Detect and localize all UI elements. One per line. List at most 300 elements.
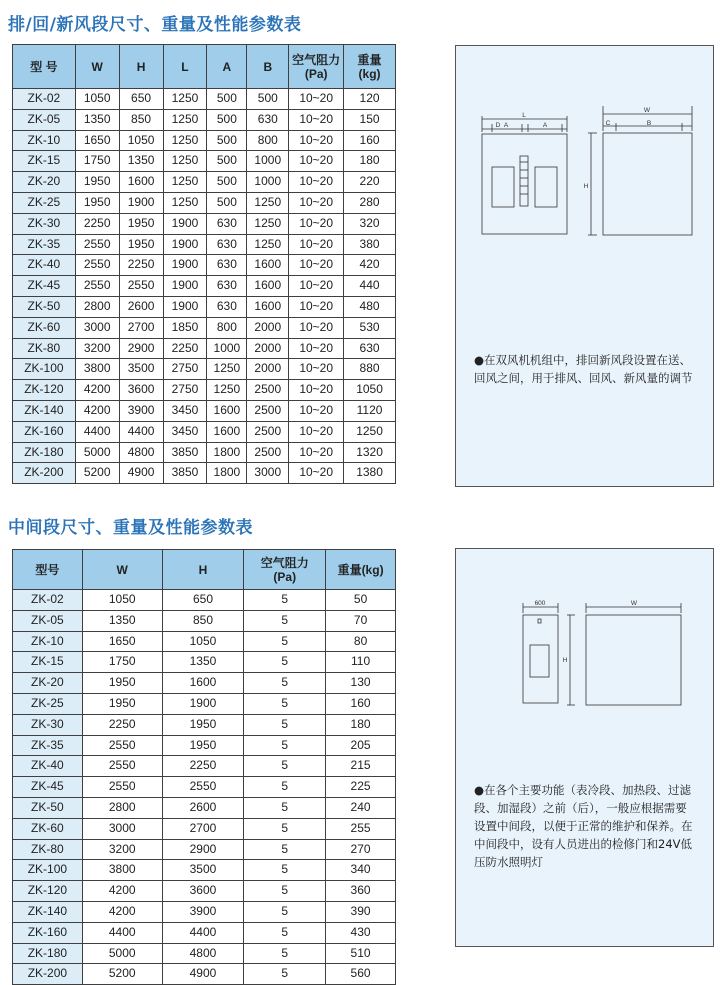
value-cell: 120 [344, 89, 396, 110]
value-cell: 3200 [75, 338, 119, 359]
value-cell: 2750 [163, 359, 207, 380]
model-cell: ZK-60 [13, 317, 76, 338]
value-cell: 5 [244, 964, 326, 985]
table1 [12, 44, 396, 484]
value-cell: 530 [344, 317, 396, 338]
value-cell: 10~20 [289, 213, 344, 234]
value-cell: 225 [326, 777, 396, 798]
value-cell: 10~20 [289, 421, 344, 442]
model-cell: ZK-05 [13, 610, 83, 631]
value-cell: 320 [344, 213, 396, 234]
value-cell: 180 [326, 714, 396, 735]
table-row [13, 943, 396, 964]
value-cell: 110 [326, 652, 396, 673]
value-cell: 630 [207, 234, 247, 255]
value-cell: 1250 [163, 192, 207, 213]
model-cell: ZK-10 [13, 130, 76, 151]
value-cell: 10~20 [289, 463, 344, 484]
value-cell: 10~20 [289, 109, 344, 130]
table-row [13, 860, 396, 881]
header-text: A [222, 59, 232, 74]
table-row [13, 818, 396, 839]
note2-line2: 段、加湿段）之前（后），一般应根据需要 [474, 801, 687, 815]
value-cell: 1900 [162, 693, 244, 714]
value-cell: 3500 [162, 860, 244, 881]
label-C: C [605, 120, 611, 127]
value-cell: 5 [244, 797, 326, 818]
value-cell: 150 [344, 109, 396, 130]
value-cell: 1950 [162, 735, 244, 756]
value-cell: 4200 [75, 400, 119, 421]
model-cell: ZK-180 [13, 943, 83, 964]
value-cell: 1600 [207, 421, 247, 442]
value-cell: 4200 [75, 380, 119, 401]
value-cell: 3900 [162, 901, 244, 922]
value-cell: 5000 [75, 442, 119, 463]
value-cell: 630 [207, 255, 247, 276]
value-cell: 2000 [247, 317, 289, 338]
value-cell: 10~20 [289, 296, 344, 317]
value-cell: 1900 [119, 192, 163, 213]
value-cell: 420 [344, 255, 396, 276]
value-cell: 10~20 [289, 338, 344, 359]
value-cell: 1950 [75, 172, 119, 193]
value-cell: 1350 [162, 652, 244, 673]
value-cell: 10~20 [289, 317, 344, 338]
middle-side-box [523, 615, 558, 703]
model-cell: ZK-160 [13, 421, 76, 442]
table-row [13, 172, 396, 193]
label-A2: A [542, 122, 548, 129]
value-cell: 2600 [119, 296, 163, 317]
value-cell: 205 [326, 735, 396, 756]
value-cell: 2550 [75, 255, 119, 276]
value-cell: 5 [244, 839, 326, 860]
header-cell [163, 45, 207, 89]
value-cell: 3600 [119, 380, 163, 401]
value-cell: 1350 [75, 109, 119, 130]
value-cell: 10~20 [289, 172, 344, 193]
value-cell: 280 [344, 192, 396, 213]
value-cell: 380 [344, 234, 396, 255]
table1-title: 排/回/新风段尺寸、重量及性能参数表 [8, 15, 302, 35]
table-row [13, 777, 396, 798]
table-row [13, 213, 396, 234]
value-cell: 1800 [207, 463, 247, 484]
header-text: L [181, 59, 189, 74]
model-cell: ZK-140 [13, 901, 83, 922]
note1-line2: 回风之间，用于排风、回风、新风量的调节 [474, 371, 693, 385]
table-row [13, 130, 396, 151]
value-cell: 1320 [344, 442, 396, 463]
value-cell: 5 [244, 756, 326, 777]
model-cell: ZK-02 [13, 89, 76, 110]
value-cell: 500 [207, 192, 247, 213]
table-row [13, 276, 396, 297]
value-cell: 3500 [119, 359, 163, 380]
table-row [13, 400, 396, 421]
value-cell: 1380 [344, 463, 396, 484]
model-cell: ZK-15 [13, 652, 83, 673]
value-cell: 1750 [82, 652, 162, 673]
model-cell: ZK-35 [13, 234, 76, 255]
model-cell: ZK-20 [13, 673, 83, 694]
value-cell: 10~20 [289, 130, 344, 151]
header-cell [13, 45, 76, 89]
table-row [13, 421, 396, 442]
model-cell: ZK-20 [13, 172, 76, 193]
diagram2 [456, 549, 713, 749]
value-cell: 1000 [247, 151, 289, 172]
value-cell: 480 [344, 296, 396, 317]
model-cell: ZK-10 [13, 631, 83, 652]
front-view-box [603, 133, 692, 235]
value-cell: 1250 [247, 213, 289, 234]
value-cell: 1600 [207, 400, 247, 421]
header-text: 重量(kg) [337, 562, 384, 577]
value-cell: 630 [207, 213, 247, 234]
model-cell: ZK-30 [13, 714, 83, 735]
table-row [13, 338, 396, 359]
value-cell: 5 [244, 777, 326, 798]
value-cell: 1950 [82, 693, 162, 714]
value-cell: 1250 [344, 421, 396, 442]
value-cell: 2250 [119, 255, 163, 276]
value-cell: 650 [162, 590, 244, 611]
value-cell: 1250 [163, 172, 207, 193]
table-row [13, 756, 396, 777]
value-cell: 220 [344, 172, 396, 193]
value-cell: 800 [207, 317, 247, 338]
header-text: W [116, 562, 128, 577]
value-cell: 5 [244, 735, 326, 756]
value-cell: 3450 [163, 400, 207, 421]
value-cell: 4400 [162, 922, 244, 943]
header-text: 空气阻力 [292, 52, 341, 67]
value-cell: 1250 [207, 359, 247, 380]
value-cell: 2900 [162, 839, 244, 860]
value-cell: 2500 [247, 400, 289, 421]
header-text: H [198, 562, 208, 577]
model-cell: ZK-45 [13, 276, 76, 297]
value-cell: 800 [247, 130, 289, 151]
value-cell: 1250 [247, 192, 289, 213]
value-cell: 340 [326, 860, 396, 881]
model-cell: ZK-25 [13, 192, 76, 213]
value-cell: 255 [326, 818, 396, 839]
value-cell: 1950 [82, 673, 162, 694]
model-cell: ZK-15 [13, 151, 76, 172]
value-cell: 5 [244, 922, 326, 943]
value-cell: 1120 [344, 400, 396, 421]
value-cell: 1650 [75, 130, 119, 151]
value-cell: 5 [244, 818, 326, 839]
value-cell: 10~20 [289, 89, 344, 110]
value-cell: 4400 [82, 922, 162, 943]
table2-title: 中间段尺寸、重量及性能参数表 [8, 518, 253, 538]
label-H2: H [562, 657, 568, 664]
model-cell: ZK-80 [13, 839, 83, 860]
value-cell: 1800 [207, 442, 247, 463]
value-cell: 270 [326, 839, 396, 860]
value-cell: 1950 [119, 213, 163, 234]
value-cell: 130 [326, 673, 396, 694]
value-cell: 2700 [119, 317, 163, 338]
value-cell: 630 [207, 276, 247, 297]
header-cell [13, 550, 83, 590]
value-cell: 5 [244, 901, 326, 922]
value-cell: 2550 [82, 777, 162, 798]
value-cell: 1950 [119, 234, 163, 255]
value-cell: 650 [119, 89, 163, 110]
value-cell: 5 [244, 693, 326, 714]
value-cell: 3200 [82, 839, 162, 860]
value-cell: 1850 [163, 317, 207, 338]
value-cell: 4800 [119, 442, 163, 463]
header-text: W [91, 59, 103, 74]
value-cell: 3600 [162, 881, 244, 902]
diagram2-note [474, 781, 693, 871]
note2-line5: 压防水照明灯 [474, 855, 543, 869]
value-cell: 2500 [247, 380, 289, 401]
door-right [535, 167, 557, 207]
value-cell: 240 [326, 797, 396, 818]
door-left [492, 167, 514, 207]
value-cell: 3850 [163, 442, 207, 463]
value-cell: 215 [326, 756, 396, 777]
value-cell: 2900 [119, 338, 163, 359]
value-cell: 5 [244, 673, 326, 694]
model-cell: ZK-140 [13, 400, 76, 421]
value-cell: 5 [244, 860, 326, 881]
value-cell: 1600 [247, 255, 289, 276]
table-row [13, 693, 396, 714]
table-row [13, 109, 396, 130]
value-cell: 1950 [75, 192, 119, 213]
header-cell [119, 45, 163, 89]
value-cell: 2000 [247, 359, 289, 380]
header-text: (kg) [358, 66, 381, 81]
model-cell: ZK-80 [13, 338, 76, 359]
table-row [13, 89, 396, 110]
value-cell: 10~20 [289, 234, 344, 255]
value-cell: 10~20 [289, 276, 344, 297]
table-row [13, 673, 396, 694]
value-cell: 1000 [247, 172, 289, 193]
value-cell: 500 [207, 130, 247, 151]
value-cell: 2550 [162, 777, 244, 798]
model-cell: ZK-100 [13, 860, 83, 881]
value-cell: 4400 [75, 421, 119, 442]
model-cell: ZK-30 [13, 213, 76, 234]
value-cell: 1050 [75, 89, 119, 110]
value-cell: 1600 [247, 276, 289, 297]
model-cell: ZK-120 [13, 881, 83, 902]
value-cell: 4800 [162, 943, 244, 964]
value-cell: 10~20 [289, 400, 344, 421]
note2-line4: 中间段中，设有人员进出的检修门和24V低 [474, 837, 692, 851]
model-cell: ZK-200 [13, 463, 76, 484]
label-B: B [646, 120, 652, 127]
value-cell: 4900 [119, 463, 163, 484]
value-cell: 1650 [82, 631, 162, 652]
value-cell: 1050 [119, 130, 163, 151]
header-cell [247, 45, 289, 89]
value-cell: 2550 [119, 276, 163, 297]
value-cell: 5 [244, 943, 326, 964]
model-cell: ZK-45 [13, 777, 83, 798]
value-cell: 5200 [82, 964, 162, 985]
model-cell: ZK-60 [13, 818, 83, 839]
header-cell [244, 550, 326, 590]
header-cell [75, 45, 119, 89]
value-cell: 2800 [82, 797, 162, 818]
diagram1-panel [455, 45, 714, 487]
value-cell: 1600 [247, 296, 289, 317]
value-cell: 70 [326, 610, 396, 631]
value-cell: 5 [244, 652, 326, 673]
value-cell: 10~20 [289, 442, 344, 463]
value-cell: 2500 [247, 442, 289, 463]
value-cell: 5 [244, 714, 326, 735]
model-cell: ZK-35 [13, 735, 83, 756]
label-L: L [522, 112, 526, 119]
value-cell: 80 [326, 631, 396, 652]
table-row [13, 296, 396, 317]
label-A1: A [503, 122, 509, 129]
value-cell: 1900 [163, 234, 207, 255]
value-cell: 1600 [119, 172, 163, 193]
table-row [13, 317, 396, 338]
header-text: 型 号 [30, 59, 58, 74]
value-cell: 2550 [75, 276, 119, 297]
header-text: 型号 [35, 562, 60, 577]
value-cell: 3450 [163, 421, 207, 442]
middle-door [530, 645, 549, 677]
table-row [13, 839, 396, 860]
value-cell: 1250 [163, 130, 207, 151]
value-cell: 1250 [163, 151, 207, 172]
header-cell [344, 45, 396, 89]
table-row [13, 610, 396, 631]
value-cell: 2250 [82, 714, 162, 735]
value-cell: 2250 [75, 213, 119, 234]
table-row [13, 901, 396, 922]
value-cell: 500 [207, 89, 247, 110]
table-row [13, 192, 396, 213]
value-cell: 1900 [163, 296, 207, 317]
header-text: (Pa) [304, 66, 328, 81]
table-row [13, 714, 396, 735]
value-cell: 1950 [162, 714, 244, 735]
value-cell: 1250 [163, 89, 207, 110]
model-cell: ZK-50 [13, 797, 83, 818]
value-cell: 3000 [82, 818, 162, 839]
note2-line3: 设置中间段，以便于正常的维护和保养。在 [474, 819, 693, 833]
table-row [13, 359, 396, 380]
header-text: H [136, 59, 146, 74]
value-cell: 2000 [247, 338, 289, 359]
value-cell: 2250 [163, 338, 207, 359]
value-cell: 10~20 [289, 192, 344, 213]
value-cell: 4200 [82, 901, 162, 922]
header-text: 重量 [357, 52, 382, 67]
value-cell: 510 [326, 943, 396, 964]
value-cell: 1900 [163, 213, 207, 234]
value-cell: 10~20 [289, 359, 344, 380]
value-cell: 5200 [75, 463, 119, 484]
value-cell: 1750 [75, 151, 119, 172]
value-cell: 1350 [119, 151, 163, 172]
value-cell: 630 [247, 109, 289, 130]
value-cell: 160 [344, 130, 396, 151]
value-cell: 1900 [163, 255, 207, 276]
value-cell: 850 [119, 109, 163, 130]
value-cell: 2500 [247, 421, 289, 442]
value-cell: 390 [326, 901, 396, 922]
header-cell [289, 45, 344, 89]
value-cell: 560 [326, 964, 396, 985]
value-cell: 630 [344, 338, 396, 359]
value-cell: 1250 [163, 109, 207, 130]
value-cell: 850 [162, 610, 244, 631]
value-cell: 2600 [162, 797, 244, 818]
note1-line1: ●在双风机机组中，排回新风段设置在送、 [474, 353, 692, 367]
value-cell: 1250 [207, 380, 247, 401]
table-row [13, 881, 396, 902]
label-W: W [643, 107, 651, 114]
value-cell: 500 [207, 172, 247, 193]
value-cell: 5 [244, 631, 326, 652]
value-cell: 10~20 [289, 151, 344, 172]
table-row [13, 922, 396, 943]
table-row [13, 631, 396, 652]
header-cell [82, 550, 162, 590]
table-row [13, 442, 396, 463]
model-cell: ZK-160 [13, 922, 83, 943]
table-row [13, 735, 396, 756]
model-cell: ZK-200 [13, 964, 83, 985]
table-row [13, 964, 396, 985]
value-cell: 4400 [119, 421, 163, 442]
header-cell [162, 550, 244, 590]
table-row [13, 380, 396, 401]
value-cell: 2800 [75, 296, 119, 317]
model-cell: ZK-40 [13, 255, 76, 276]
value-cell: 2550 [82, 756, 162, 777]
value-cell: 10~20 [289, 255, 344, 276]
value-cell: 5 [244, 881, 326, 902]
model-cell: ZK-25 [13, 693, 83, 714]
value-cell: 360 [326, 881, 396, 902]
value-cell: 3800 [75, 359, 119, 380]
table-row [13, 797, 396, 818]
model-cell: ZK-180 [13, 442, 76, 463]
value-cell: 1000 [207, 338, 247, 359]
value-cell: 2550 [75, 234, 119, 255]
value-cell: 440 [344, 276, 396, 297]
side-view-box [482, 134, 567, 234]
diagram2-panel [455, 548, 714, 947]
model-cell: ZK-02 [13, 590, 83, 611]
diagram1 [456, 46, 713, 306]
table-row [13, 255, 396, 276]
diagram1-note [474, 351, 693, 387]
value-cell: 3850 [163, 463, 207, 484]
value-cell: 1050 [162, 631, 244, 652]
label-D: D [495, 122, 501, 129]
value-cell: 5000 [82, 943, 162, 964]
